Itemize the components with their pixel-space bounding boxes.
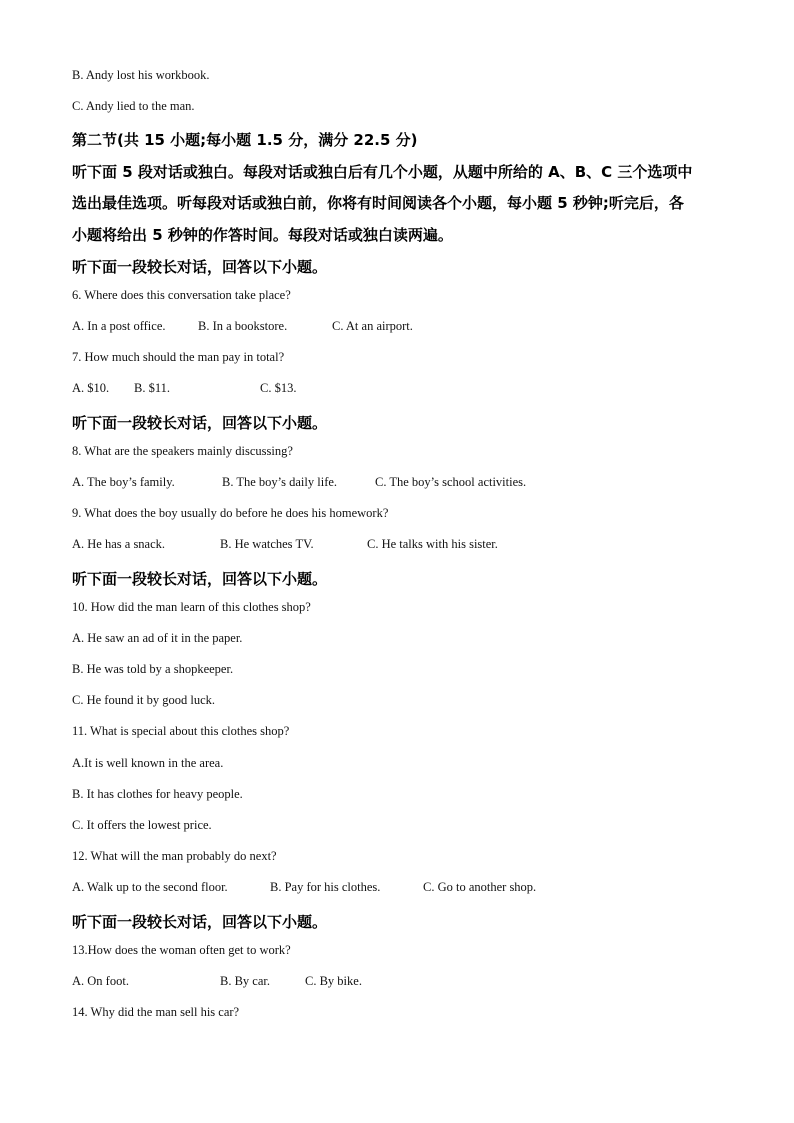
- option-a: A. $10.: [72, 381, 110, 395]
- question-7: 7. How much should the man pay in total?: [72, 350, 285, 364]
- instruction-line-1: 听下面 5 段对话或独白。每段对话或独白后有几个小题，从题中所给的 A、B、C 三个选项中: [72, 163, 693, 181]
- question-6-options: [72, 319, 732, 334]
- option-b: B. $11.: [134, 381, 170, 395]
- option-b: B. He watches TV.: [220, 537, 314, 551]
- option-c: C. $13.: [260, 381, 297, 395]
- option-b-prev: B. Andy lost his workbook.: [72, 68, 210, 82]
- dialogue-prompt: 听下面一段较长对话，回答以下小题。: [72, 913, 328, 931]
- question-9-options: [72, 537, 732, 552]
- option-b: B. Pay for his clothes.: [270, 880, 381, 894]
- question-8-options: [72, 475, 732, 490]
- option-a: A. On foot.: [72, 974, 129, 988]
- option-c: C. The boy’s school activities.: [375, 475, 527, 489]
- question-13-options: [72, 974, 732, 989]
- question-8: 8. What are the speakers mainly discussing?: [72, 444, 293, 458]
- option-c: C. By bike.: [305, 974, 362, 988]
- question-6: 6. Where does this conversation take place?: [72, 288, 291, 302]
- question-13: 13.How does the woman often get to work?: [72, 943, 291, 957]
- option-c: C. Go to another shop.: [423, 880, 537, 894]
- question-7-options: [72, 381, 732, 396]
- question-11-option-c: C. It offers the lowest price.: [72, 818, 212, 832]
- question-11: 11. What is special about this clothes shop?: [72, 724, 290, 738]
- question-10: 10. How did the man learn of this clothes shop?: [72, 600, 311, 614]
- option-b: B. By car.: [220, 974, 270, 988]
- question-11-option-a: A.It is well known in the area.: [72, 756, 224, 770]
- dialogue-prompt: 听下面一段较长对话，回答以下小题。: [72, 258, 328, 276]
- dialogue-prompt: 听下面一段较长对话，回答以下小题。: [72, 570, 328, 588]
- instruction-line-3: 小题将给出 5 秒钟的作答时间。每段对话或独白读两遍。: [72, 226, 453, 244]
- option-b: B. In a bookstore.: [198, 319, 288, 333]
- option-c-prev: C. Andy lied to the man.: [72, 99, 195, 113]
- option-c: C. At an airport.: [332, 319, 413, 333]
- option-a: A. Walk up to the second floor.: [72, 880, 228, 894]
- question-10-option-a: A. He saw an ad of it in the paper.: [72, 631, 243, 645]
- dialogue-prompt: 听下面一段较长对话，回答以下小题。: [72, 414, 328, 432]
- instruction-line-2: 选出最佳选项。听每段对话或独白前，你将有时间阅读各个小题，每小题 5 秒钟;听完后，各: [72, 194, 684, 212]
- question-9: 9. What does the boy usually do before he does his homework?: [72, 506, 389, 520]
- question-12-options: [72, 880, 732, 895]
- option-b: B. The boy’s daily life.: [222, 475, 338, 489]
- question-10-option-b: B. He was told by a shopkeeper.: [72, 662, 234, 676]
- question-10-option-c: C. He found it by good luck.: [72, 693, 216, 707]
- question-14: 14. Why did the man sell his car?: [72, 1005, 240, 1019]
- option-c: C. He talks with his sister.: [367, 537, 498, 551]
- section-title: 第二节(共 15 小题;每小题 1.5 分，满分 22.5 分): [72, 131, 418, 149]
- question-11-option-b: B. It has clothes for heavy people.: [72, 787, 243, 801]
- option-a: A. The boy’s family.: [72, 475, 175, 489]
- option-a: A. He has a snack.: [72, 537, 166, 551]
- question-12: 12. What will the man probably do next?: [72, 849, 277, 863]
- option-a: A. In a post office.: [72, 319, 166, 333]
